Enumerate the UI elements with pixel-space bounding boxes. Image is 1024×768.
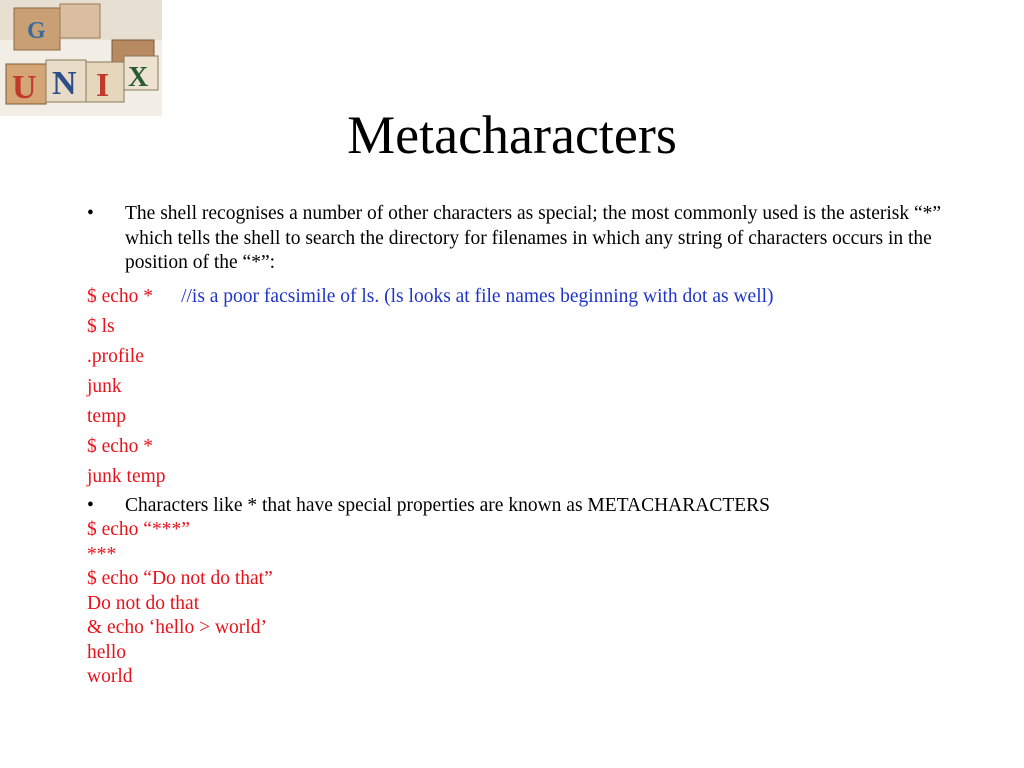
example-line <box>87 282 957 312</box>
bullet-item <box>87 202 957 276</box>
example-line: & echo ‘hello > world’ <box>87 617 267 638</box>
logo-letter-n: N <box>52 65 77 102</box>
logo-letter-u: U <box>12 69 37 106</box>
bullet-marker: • <box>87 494 94 516</box>
example-line: junk temp <box>87 465 166 487</box>
unix-blocks-icon <box>0 0 162 116</box>
comment-text: //is a poor facsimile of ls. (ls looks at file names beginning with dot as well) <box>181 285 774 307</box>
bullet-text: The shell recognises a number of other characters as special; the most commonly used is the asterisk “*” which tells the shell to search the directory for filenames in which any string of characters occurs in the position of the “*”: <box>125 203 942 273</box>
example-line: $ echo * <box>87 435 154 457</box>
slide-title: Metacharacters <box>347 105 677 165</box>
bullet-marker: • <box>87 203 94 224</box>
bullet-text: Characters like * that have special properties are known as METACHARACTERS <box>125 494 771 516</box>
svg-text:G: G <box>27 18 46 44</box>
bullet-item <box>87 494 957 519</box>
logo-letter-x: X <box>128 62 149 93</box>
example-line: temp <box>87 405 126 427</box>
example-line: world <box>87 666 133 687</box>
example-line: .profile <box>87 345 144 367</box>
example-line: hello <box>87 641 126 663</box>
example-line: junk <box>87 375 122 397</box>
example-line: $ echo “Do not do that” <box>87 568 273 589</box>
example-line: $ echo “***” <box>87 519 190 540</box>
unix-blocks-logo <box>0 0 162 116</box>
command-text: $ echo * <box>87 285 154 307</box>
slide-body <box>87 202 957 690</box>
example-line: *** <box>87 543 117 565</box>
example-line: Do not do that <box>87 592 200 614</box>
logo-letter-i: I <box>96 67 110 104</box>
example-line: $ ls <box>87 315 115 337</box>
